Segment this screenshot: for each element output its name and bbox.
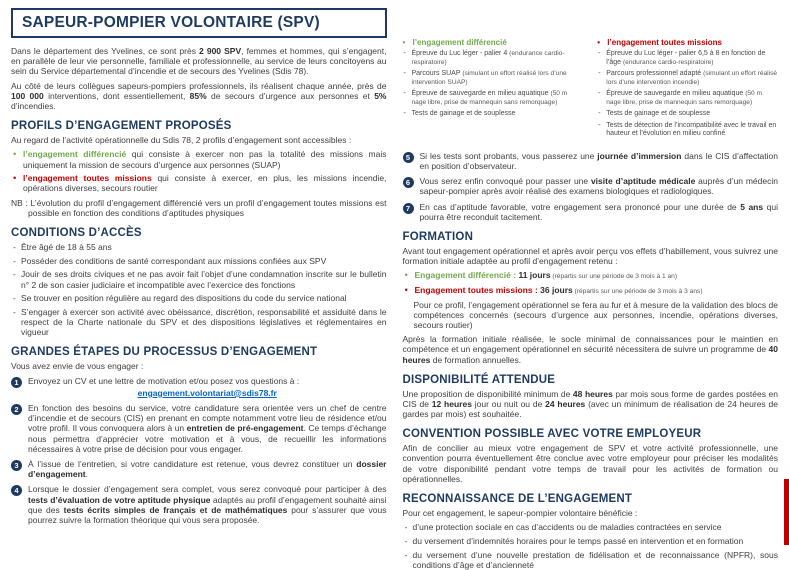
steps-5-7 xyxy=(403,151,779,222)
step-5-number-badge: 5 xyxy=(403,152,414,163)
test-item-luc-leger: - Épreuve du Luc léger - palier 6,5 à 8 en fonction de l’âge (endurance cardio-respiratoire) xyxy=(597,50,778,67)
steps-1-4 xyxy=(11,376,387,525)
profils-lead: Au regard de l’activité opérationnelle du Sdis 78, 2 profils d’engagement sont accessibles : xyxy=(11,135,352,146)
formation-toutes-missions-item: • Engagement toutes missions : 36 jours (répartis sur une période de 3 mois à 3 ans) xyxy=(403,285,779,296)
conditions-list xyxy=(11,242,387,338)
reconnaissance-list xyxy=(403,522,779,570)
step-1-text xyxy=(28,376,387,398)
step-1-text-content: Envoyez un CV et une lettre de motivation et/ou posez vos questions à : xyxy=(28,375,300,386)
heading-convention: CONVENTION POSSIBLE AVEC VOTRE EMPLOYEUR xyxy=(402,428,702,441)
contact-email-link[interactable]: engagement.volontariat@sdis78.fr xyxy=(137,387,277,398)
test-item-hauteur: - Tests de détection de l’incompatibilité avec le travail en hauteur et l’évolution en milieu confiné xyxy=(597,122,778,139)
step-7-number-badge: 7 xyxy=(403,203,414,214)
step-1 xyxy=(11,376,387,398)
disponibilite-paragraph: Une proposition de disponibilité minimum de 48 heures par mois sous forme de gardes postées en CIS de 12 heures jour ou nuit ou de 24 heures (avec un minimum de réalisation de 24 heures de gardes par mois) est souhaitée. xyxy=(402,388,778,420)
tests-differencie-heading xyxy=(403,38,584,47)
step-3-text: À l’issue de l’entretien, si votre candidature est retenue, vous devrez constituer un dossier d’engagement. xyxy=(28,458,387,480)
test-item-parcours-pro: - Parcours professionnel adapté (simulant un effort réalisé lors d’une intervention incendie) xyxy=(597,70,778,87)
step-4-number-badge: 4 xyxy=(11,485,22,496)
tests-differencie-heading-label: l’engagement différencié xyxy=(412,38,507,47)
document-title: SAPEUR-POMPIER VOLONTAIRE (SPV) xyxy=(22,14,320,31)
benefit-item-npfr: - du versement d’une nouvelle prestation de fidélisation et de reconnaissance (NPFR), sous conditions d’âge et d’ancienneté xyxy=(403,550,779,570)
test-item-parcours-suap: - Parcours SUAP (simulant un effort réalisé lors d’une intervention SUAP) xyxy=(403,70,584,87)
step-5 xyxy=(403,151,779,171)
formation-lead: Avant tout engagement opérationnel et après avoir perçu vos effets d’habillement, vous suivrez une formation initiale adaptée au profil d’engagement retenu : xyxy=(402,245,778,267)
tests-toutes-missions-heading-label: l’engagement toutes missions xyxy=(607,38,722,47)
heading-disponibilite: DISPONIBILITÉ ATTENDUE xyxy=(402,373,556,386)
title-box xyxy=(11,8,387,38)
formation-blocs-note: Pour ce profil, l’engagement opérationnel se fera au fur et à mesure de la validation des blocs de compétences concernés (secours d’urgence aux personnes, incendie, opérations diverses, secours routier) xyxy=(413,299,778,330)
step-7 xyxy=(403,202,779,222)
step-4 xyxy=(11,484,387,525)
step-6-text: Vous serez enfin convoqué pour passer une visite d’aptitude médicale auprès d’un médecin sapeur-pompier après avoir réalisé des examens biologiques et radiologiques. xyxy=(419,176,778,197)
condition-item-droits-civiques: - Jouir de ses droits civiques et ne pas avoir fait l’objet d’une condamnation inscrite sur le bulletin n° 2 de son casier judiciaire et incompatible avec l’exercice des fonctions xyxy=(11,269,387,289)
profils-nota-bene: NB : L’évolution du profil d’engagement différencié vers un profil d’engagement toutes missions est possible en fonction des conditions d’aptitudes physiques xyxy=(11,197,387,218)
benefit-item-indemnites: - du versement d’indemnités horaires pour le temps passé en intervention et en formation xyxy=(403,536,779,546)
condition-item-service-national: - Se trouver en position régulière au regard des dispositions du code du service national xyxy=(11,293,387,303)
profil-toutes-missions-item: • l’engagement toutes missions qui consiste à exercer, en plus, les missions incendie, opérations diverses, secours routier xyxy=(11,173,387,193)
test-item-aquatique: - Épreuve de sauvegarde en milieu aquatique (50 m nage libre, prise de mannequin sans remorquage) xyxy=(403,90,584,107)
intro-paragraph-1: Dans le département des Yvelines, ce sont près 2 900 SPV, femmes et hommes, qui s’engagent, en parallèle de leur vie personnelle, familiale et professionnelle, au service de leurs concitoyens au sein du Service départemental d’incendie et de secours des Yvelines (Sdis 78). xyxy=(11,46,387,77)
heading-formation: FORMATION xyxy=(402,230,474,243)
etapes-lead: Vous avez envie de vous engager : xyxy=(11,361,144,372)
step-2 xyxy=(11,403,387,454)
step-6 xyxy=(403,176,779,196)
formation-list xyxy=(403,270,779,295)
reconnaissance-lead: Pour cet engagement, le sapeur-pompier volontaire bénéficie : xyxy=(402,508,638,519)
step-5-text: Si les tests sont probants, vous passerez une journée d’immersion dans le CIS d’affectation en position d’observateur. xyxy=(419,150,778,171)
right-column xyxy=(402,8,779,570)
page-edge-red-strip xyxy=(784,479,789,545)
formation-maintien-note: Après la formation initiale réalisée, le socle minimal de connaissances pour le maintien en compétence et un engagement opérationnel en sécurité nécessitera de suivre un programme de 40 heures de formation annuelles. xyxy=(402,334,778,365)
benefit-item-protection: - d’une protection sociale en cas d’accidents ou de maladies contractées en service xyxy=(403,522,779,532)
test-item-luc-leger: - Épreuve du Luc léger - palier 4 (endurance cardio-respiratoire) xyxy=(403,50,584,67)
intro-paragraph-2: Au côté de leurs collègues sapeurs-pompiers professionnels, ils réalisent chaque année, près de 100 000 interventions, dont essentiellement, 85% de secours d’urgence aux personnes et 5% d’incendies. xyxy=(11,80,387,111)
formation-differencie-item: • Engagement différencié : 11 jours (répartis sur une période de 3 mois à 1 an) xyxy=(403,270,779,281)
step-2-text: En fonction des besoins du service, votre candidature sera orientée vers un chef de centre d’incendie et de secours (CIS) en prenant en compte notamment votre lieu de résidence et/ou votre profil. Il vous convoquera alors à un entretien de pré-engagement. Ce temps d’échange nous permettra d’apprécier votre motivation et à vous, de recueillir les informations nécessaires à votre prise de décision pour vous engager. xyxy=(28,403,387,454)
step-2-number-badge: 2 xyxy=(11,404,22,415)
tests-differencie-list xyxy=(403,50,584,119)
left-column xyxy=(11,8,387,539)
tests-engagement-differencie xyxy=(403,38,584,143)
profils-list xyxy=(11,149,387,193)
test-item-aquatique: - Épreuve de sauvegarde en milieu aquatique (50 m nage libre, prise de mannequin sans remorquage) xyxy=(597,90,778,107)
condition-item-age: - Être âgé de 18 à 55 ans xyxy=(11,242,387,252)
step-6-number-badge: 6 xyxy=(403,177,414,188)
condition-item-sante: - Posséder des conditions de santé correspondant aux missions confiées aux SPV xyxy=(11,256,387,266)
heading-profils-engagement: PROFILS D’ENGAGEMENT PROPOSÉS xyxy=(11,120,232,133)
step-1-number-badge: 1 xyxy=(11,377,22,388)
step-7-text: En cas d’aptitude favorable, votre engagement sera prononcé pour une durée de 5 ans qui pourra être reconduit tacitement. xyxy=(419,201,778,222)
aptitude-tests-panel xyxy=(403,38,779,143)
step-3 xyxy=(11,459,387,479)
profil-differencie-item: • l’engagement différencié qui consiste à exercer non pas la totalité des missions mais uniquement la mission de secours d’urgence aux personnes (SUAP) xyxy=(11,149,387,169)
tests-toutes-missions-list xyxy=(597,50,778,139)
tests-toutes-missions-heading xyxy=(597,38,778,47)
test-item-gainage: - Tests de gainage et de souplesse xyxy=(597,110,778,119)
heading-grandes-etapes: GRANDES ÉTAPES DU PROCESSUS D’ENGAGEMENT xyxy=(11,346,318,359)
condition-item-charte: - S’engager à exercer son activité avec obéissance, discrétion, responsabilité et assiduité dans le respect de la Charte nationale du SPV et des dispositions législatives et réglementaires en vigueur xyxy=(11,307,387,338)
step-3-number-badge: 3 xyxy=(11,460,22,471)
test-item-gainage: - Tests de gainage et de souplesse xyxy=(403,110,584,119)
heading-conditions-acces: CONDITIONS D’ACCÈS xyxy=(11,226,142,239)
tests-engagement-toutes-missions xyxy=(597,38,778,143)
heading-reconnaissance: RECONNAISSANCE DE L’ENGAGEMENT xyxy=(402,493,633,506)
step-4-text: Lorsque le dossier d’engagement sera complet, vous serez convoqué pour participer à des tests d’évaluation de votre aptitude physique adaptés au profil d’engagement souhaité ainsi que des tests écrits simples de français et de mathématiques pour s’assurer que vous pourrez suivre la formation théorique qui vous sera proposée. xyxy=(28,484,387,525)
convention-paragraph: Afin de concilier au mieux votre engagement de SPV et votre activité professionnelle, une convention pourra éventuellement être conclue avec votre employeur pour préciser les modalités de votre disponibilité pendant votre temps de travail pour les activités de formation ou opérationnelles. xyxy=(402,443,778,484)
